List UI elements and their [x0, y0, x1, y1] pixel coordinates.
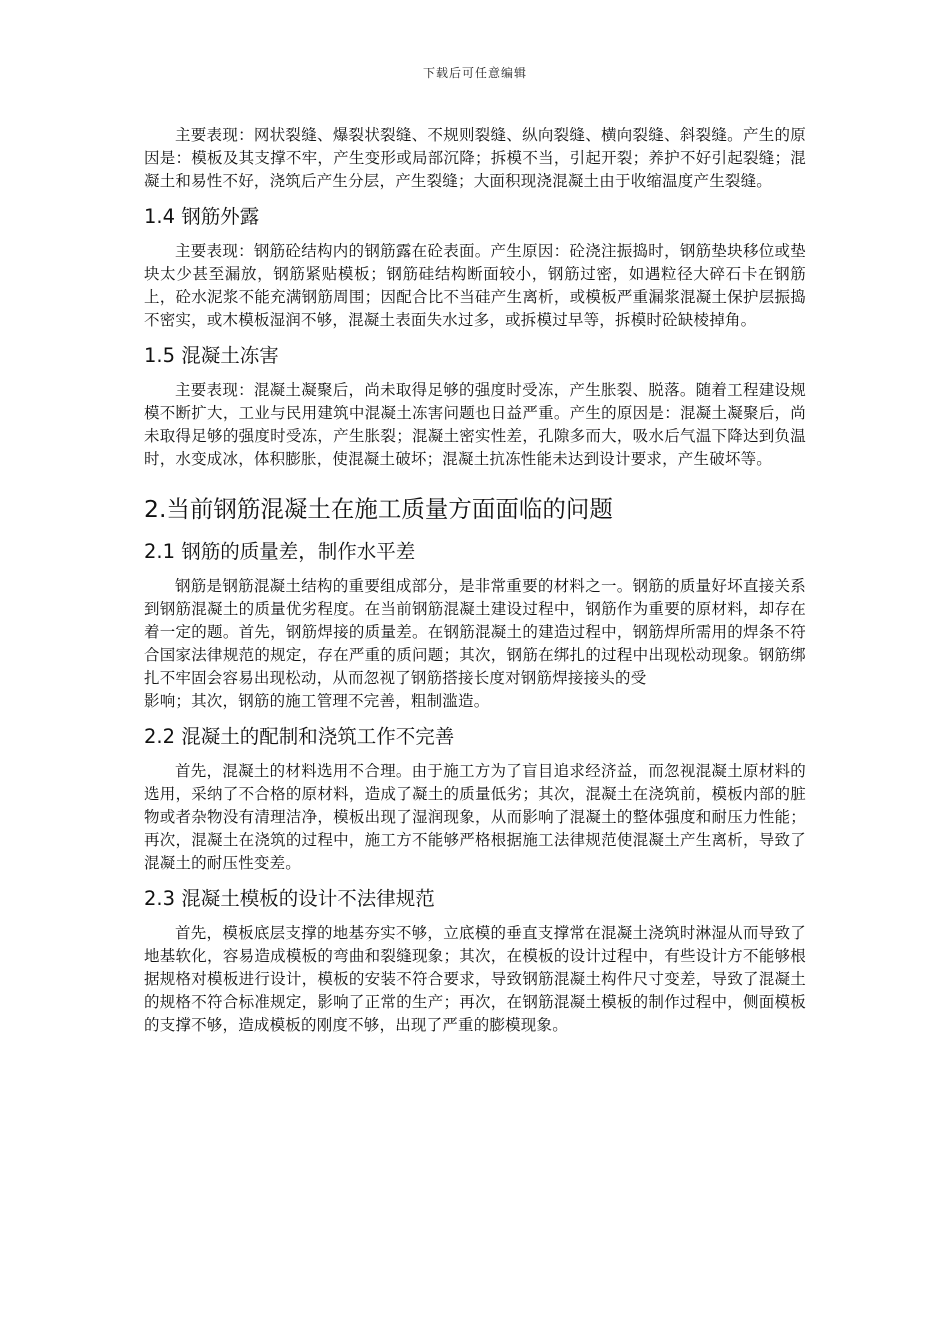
- page-header-note: 下载后可任意编辑: [422, 66, 527, 80]
- heading-1-5: 1.5 混凝土冻害: [144, 344, 279, 367]
- document-body: [144, 124, 806, 1037]
- paragraph-cracks: 主要表现：网状裂缝、爆裂状裂缝、不规则裂缝、纵向裂缝、横向裂缝、斜裂缝。产生的原因是：模板及其支撑不牢，产生变形或局部沉降；拆模不当，引起开裂；养护不好引起裂缝；混凝土和易性不好，浇筑后产生分层，产生裂缝；大面积现浇混凝土由于收缩温度产生裂缝。: [144, 126, 806, 190]
- paragraph-2-1a: 钢筋是钢筋混凝土结构的重要组成部分，是非常重要的材料之一。钢筋的质量好坏直接关系到钢筋混凝土的质量优劣程度。在当前钢筋混凝土建设过程中，钢筋作为重要的原材料，却存在着一定的题。首先，钢筋焊接的质量差。在钢筋混凝土的建造过程中，钢筋焊所需用的焊条不符合国家法律规范的规定，存在严重的质问题；其次，钢筋在绑扎的过程中出现松动现象。钢筋绑扎不牢固会容易出现松动，从而忽视了钢筋搭接长度对钢筋焊接接头的受: [144, 577, 806, 687]
- heading-2-3: 2.3 混凝土模板的设计不法律规范: [144, 887, 435, 910]
- paragraph-1-5: 主要表现：混凝土凝聚后，尚未取得足够的强度时受冻，产生胀裂、脱落。随着工程建设规模不断扩大，工业与民用建筑中混凝土冻害问题也日益严重。产生的原因是：混凝土凝聚后，尚未取得足够的强度时受冻，产生胀裂；混凝土密实性差，孔隙多而大，吸水后气温下降达到负温时，水变成冰，体积膨胀，使混凝土破坏；混凝土抗冻性能未达到设计要求，产生破坏等。: [144, 381, 806, 468]
- heading-2-1: 2.1 钢筋的质量差，制作水平差: [144, 540, 416, 563]
- paragraph-2-2: 首先，混凝土的材料选用不合理。由于施工方为了盲目追求经济益，而忽视混凝土原材料的选用，采纳了不合格的原材料，造成了凝土的质量低劣；其次，混凝土在浇筑前，模板内部的脏物或者杂物没有清理洁净，模板出现了湿润现象，从而影响了混凝土的整体强度和耐压力性能；再次，混凝土在浇筑的过程中，施工方不能够严格根据施工法律规范使混凝土产生离析，导致了混凝土的耐压性变差。: [144, 762, 806, 872]
- paragraph-1-4: 主要表现：钢筋砼结构内的钢筋露在砼表面。产生原因：砼浇注振捣时，钢筋垫块移位或垫块太少甚至漏放，钢筋紧贴模板；钢筋硅结构断面较小，钢筋过密，如遇粒径大碎石卡在钢筋上，砼水泥浆不能充满钢筋周围；因配合比不当硅产生离析，或模板严重漏浆混凝土保护层振捣不密实，或木模板湿润不够，混凝土表面失水过多，或拆模过早等，拆模时砼缺棱掉角。: [144, 242, 806, 329]
- heading-2: 2.当前钢筋混凝土在施工质量方面面临的问题: [144, 495, 613, 523]
- paragraph-2-1b: 影响；其次，钢筋的施工管理不完善，粗制滥造。: [144, 692, 490, 710]
- heading-2-2: 2.2 混凝土的配制和浇筑工作不完善: [144, 725, 455, 748]
- paragraph-2-3: 首先，模板底层支撑的地基夯实不够，立底模的垂直支撑常在混凝土浇筑时淋湿从而导致了地基软化，容易造成模板的弯曲和裂缝现象；其次，在模板的设计过程中，有些设计方不能够根据规格对模板进行设计，模板的安装不符合要求，导致钢筋混凝土构件尺寸变差，导致了混凝土的规格不符合标准规定，影响了正常的生产；再次，在钢筋混凝土模板的制作过程中，侧面模板的支撑不够，造成模板的刚度不够，出现了严重的膨模现象。: [144, 924, 806, 1034]
- heading-1-4: 1.4 钢筋外露: [144, 205, 260, 228]
